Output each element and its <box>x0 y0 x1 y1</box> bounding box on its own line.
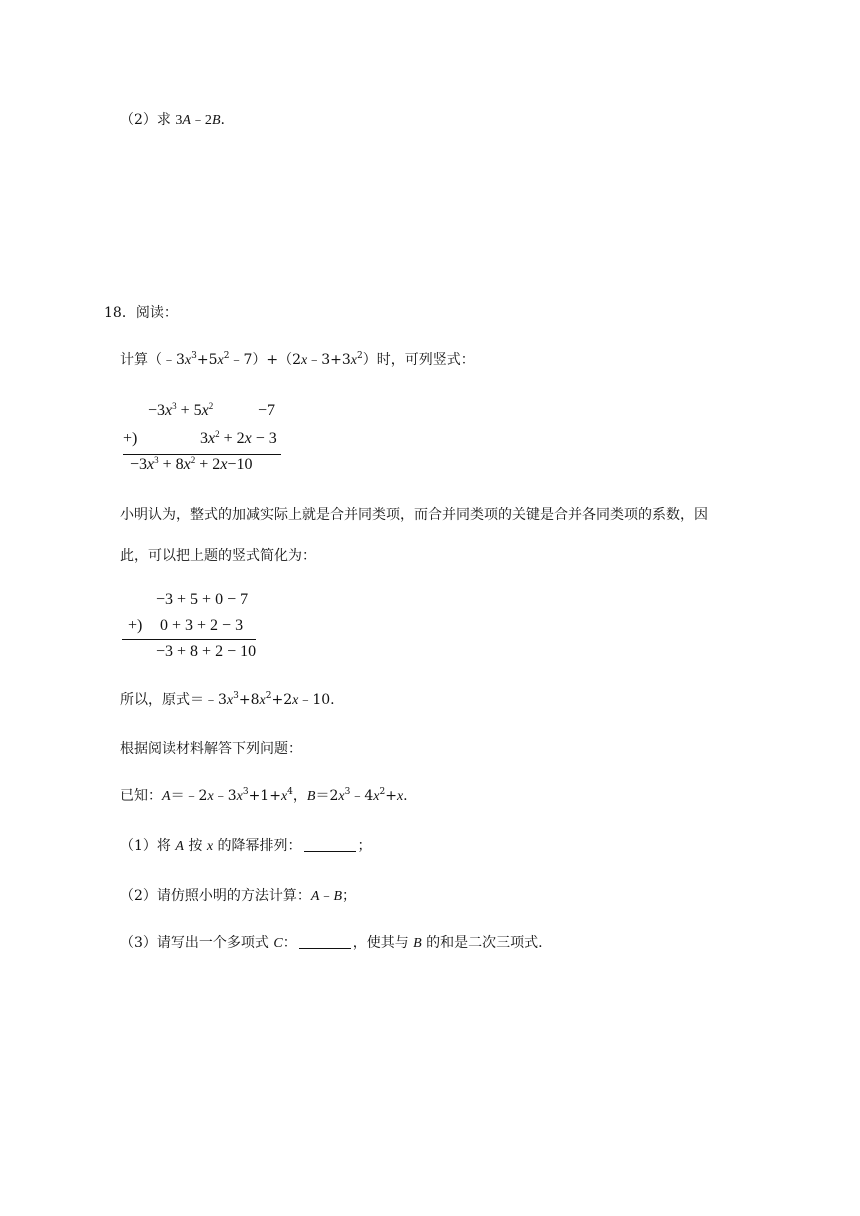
paragraph-line-1: 小明认为，整式的加减实际上就是合并同类项，而合并同类项的关键是合并各同类项的系数，因 <box>120 507 708 523</box>
calc1-result: $-3x^3 + 8x^2 + 2x-10$ <box>130 455 253 473</box>
vertical-calculation-1 <box>120 396 290 480</box>
intro-post: ）时，可列竖式： <box>362 352 475 368</box>
part-text: 求 <box>156 112 176 128</box>
answer-blank-2[interactable] <box>299 934 351 949</box>
calc1-plus-sign: +) <box>123 430 138 447</box>
calc2-plus-sign: +) <box>128 617 143 634</box>
answer-blank-1[interactable] <box>304 837 356 852</box>
var-x: x <box>217 353 224 368</box>
calc2-row1: −3 + 5 + 0 − 7 <box>156 591 249 608</box>
intro-mid1: +5 <box>196 352 218 368</box>
period: . <box>220 112 225 128</box>
calc2-result: −3 + 8 + 2 − 10 <box>156 643 257 660</box>
given-line: 已知：$A=﹣2x﹣3x^3+1+x^4$，$B=2x^3﹣4x^2+x$. <box>120 787 408 804</box>
intro-pre: 计算（﹣3 <box>120 352 185 368</box>
part3-line: （3）请写出一个多项式 C： ，使其与 B 的和是二次三项式. <box>120 935 543 951</box>
q18-intro: 计算$(﹣3x^3+5x^2﹣7)+(2x﹣3+3x^2)$时，可列竖式： <box>120 351 475 368</box>
vertical-calculation-2 <box>120 585 260 665</box>
answer-line <box>120 690 335 711</box>
answer-text: 所以，原式$=﹣3x^3+8x^2+2x﹣10$. <box>120 691 335 708</box>
calc1-row1-constant: −7 <box>258 402 276 419</box>
part2-line: （2）请仿照小明的方法计算：A﹣B； <box>120 888 357 904</box>
q17-part2 <box>120 110 225 131</box>
part-number: （2） <box>120 112 157 128</box>
prompt-line: 根据阅读材料解答下列问题： <box>120 741 302 757</box>
paragraph-line-2: 此，可以把上题的竖式简化为： <box>120 548 316 564</box>
intro-mid3: ﹣3+3 <box>307 352 351 368</box>
question-18-title: 18．阅读： <box>104 305 178 321</box>
expression: 3A﹣2B <box>175 113 221 128</box>
var-x: x <box>301 353 308 368</box>
part1-line: （1）将 A 按 x 的降幂排列： ； <box>120 838 372 854</box>
calc2-row2: 0 + 3 + 2 − 3 <box>160 617 244 634</box>
calc2-rule <box>122 639 256 640</box>
calc1-row1: $-3x^3 + 5x^2$ <box>148 401 214 419</box>
var-x: x <box>350 353 357 368</box>
part1-end: ； <box>357 838 372 854</box>
intro-mid2: ﹣7）+（2 <box>229 352 302 368</box>
calc1-row2: $3x^2 + 2x - 3$ <box>200 429 277 447</box>
var-x: x <box>184 353 192 368</box>
